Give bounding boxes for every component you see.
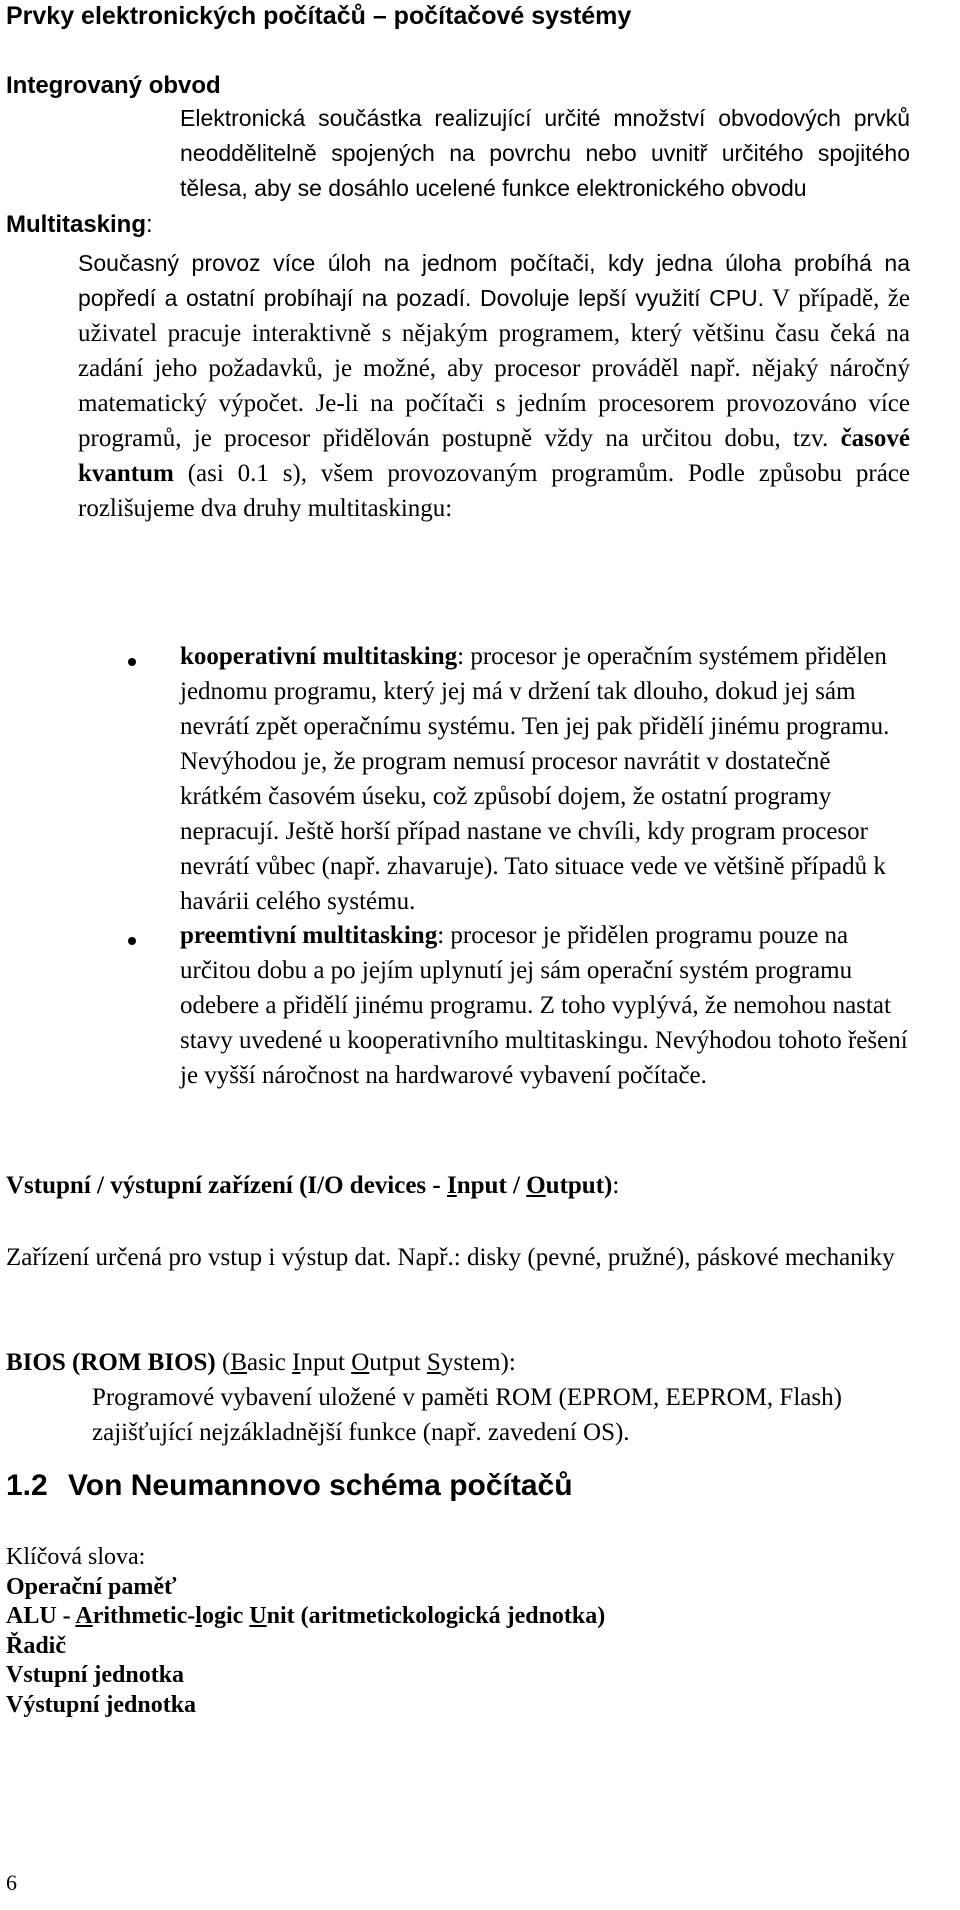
bios-utput: utput <box>369 1349 427 1376</box>
io-heading-1: Vstupní / výstupní zařízení (I/O devices - <box>6 1172 447 1199</box>
io-heading-colon: : <box>612 1172 620 1199</box>
multitasking-text-1: Současný provoz více úloh na jednom počítači, kdy jedna úloha probíhá na popředí a ostatní probíhají na pozadí. Dovoluje lepší využití CPU. <box>78 250 910 311</box>
section-heading <box>6 1469 573 1503</box>
alu-part-1: ALU - <box>6 1603 76 1629</box>
section-title: Von Neumannovo schéma počítačů <box>68 1469 573 1502</box>
keyword-output-unit: Výstupní jednotka <box>6 1691 197 1718</box>
cooperative-term: kooperativní multitasking <box>180 643 458 670</box>
bios-ystem: ystem): <box>440 1349 516 1376</box>
multitasking-text-3: Je-li na počítači s jedním procesorem provozováno více programů, je procesor přidělován postupně vždy na určitou dobu, tzv. <box>78 390 910 452</box>
multitasking-heading <box>6 211 153 239</box>
io-heading-I: I <box>447 1172 457 1199</box>
multitasking-heading-label: Multitasking <box>6 211 147 238</box>
keyword-operational-memory: Operační paměť <box>6 1573 177 1600</box>
time-quantum-term: časové kvantum <box>78 425 910 487</box>
section-number: 1.2 <box>6 1469 48 1502</box>
io-heading-nput: nput / <box>456 1172 527 1199</box>
bios-heading-label: BIOS (ROM BIOS) <box>6 1349 216 1376</box>
alu-U: U <box>249 1603 267 1629</box>
bios-B: B <box>230 1349 248 1376</box>
bios-I: I <box>292 1349 301 1376</box>
alu-part-3: ogic <box>201 1603 250 1629</box>
bios-S: S <box>426 1349 441 1376</box>
bullet-icon <box>128 658 136 666</box>
keyword-input-unit: Vstupní jednotka <box>6 1662 185 1688</box>
cooperative-text: : procesor je operačním systémem přidělen jednomu programu, který jej má v držení tak dlouho, dokud jej sám nevrátí zpět operačnímu systému. Ten jej pak přidělí jinému programu. Nevýhodou je, že program nemusí procesor navrátit v dostatečně krátkém časovém úseku, což způsobí dojem, že ostatní programy nepracují. Ještě horší případ nastane ve chvíli, kdy program procesor nevrátí vůbec (např. zhavaruje). Tato situace vede ve většině případů k havárii celého systému. <box>180 643 890 915</box>
alu-A: A <box>75 1603 93 1629</box>
alu-l: l <box>195 1603 202 1629</box>
io-heading-utput: utput) <box>545 1172 613 1199</box>
bios-nput: nput <box>300 1349 352 1376</box>
multitasking-text-4: Podle způsobu práce rozlišujeme dva druhy multitaskingu: <box>78 460 910 522</box>
multitasking-text-2: V případě, že uživatel pracuje interaktivně s nějakým programem, který většinu času čeká na zadání jeho požadavků, je možné, aby procesor prováděl např. nějaký náročný matematický výpočet. <box>78 285 910 417</box>
keywords-label: Klíčová slova: <box>6 1544 146 1570</box>
bios-O: O <box>351 1349 370 1376</box>
multitasking-body <box>78 246 910 526</box>
multitasking-heading-colon: : <box>146 211 153 238</box>
bullet-icon <box>128 937 136 945</box>
alu-part-2: rithmetic- <box>92 1603 196 1629</box>
io-heading-O: O <box>526 1172 546 1199</box>
list-item-cooperative <box>180 639 915 919</box>
bios-description: Programové vybavení uložené v paměti ROM (EPROM, EEPROM, Flash) zajišťující nejzákladnější funkce (např. zavedení OS). <box>92 1384 842 1446</box>
page-title: Prvky elektronických počítačů – počítačové systémy <box>6 2 632 30</box>
keyword-controller: Řadič <box>6 1632 66 1659</box>
preemptive-term: preemtivní multitasking <box>180 922 438 949</box>
multitasking-text-3b: (asi 0.1 s), všem provozovaným programům. <box>173 460 675 487</box>
keywords-block <box>6 1543 906 1720</box>
bios-asic: asic <box>247 1349 293 1376</box>
bios-heading <box>6 1345 516 1380</box>
bios-paren: ( <box>215 1349 231 1376</box>
alu-part-4: nit (aritmetickologická jednotka) <box>266 1603 606 1629</box>
preemptive-text: : procesor je přidělen programu pouze na určitou dobu a po jejím uplynutí jej sám operační systém programu odebere a přidělí jinému programu. Z toho vyplývá, že nemohou nastat stavy uvedené u kooperativního multitaskingu. Nevýhodou tohoto řešení je vyšší náročnost na hardwarové vybavení počítače. <box>180 922 908 1089</box>
keyword-alu <box>6 1602 906 1632</box>
integrated-circuit-heading: Integrovaný obvod <box>6 72 221 99</box>
io-description: Zařízení určená pro vstup i výstup dat. Např.: disky (pevné, pružné), páskové mechaniky <box>6 1244 895 1271</box>
list-item-preemptive <box>180 918 915 1093</box>
integrated-circuit-definition: Elektronická součástka realizující určité množství obvodových prvků neoddělitelně spojených na povrchu nebo uvnitř určitého spojitého tělesa, aby se dosáhlo ucelené funkce elektronického obvodu <box>180 105 910 201</box>
io-heading <box>6 1168 619 1203</box>
page-number: 6 <box>6 1870 17 1895</box>
